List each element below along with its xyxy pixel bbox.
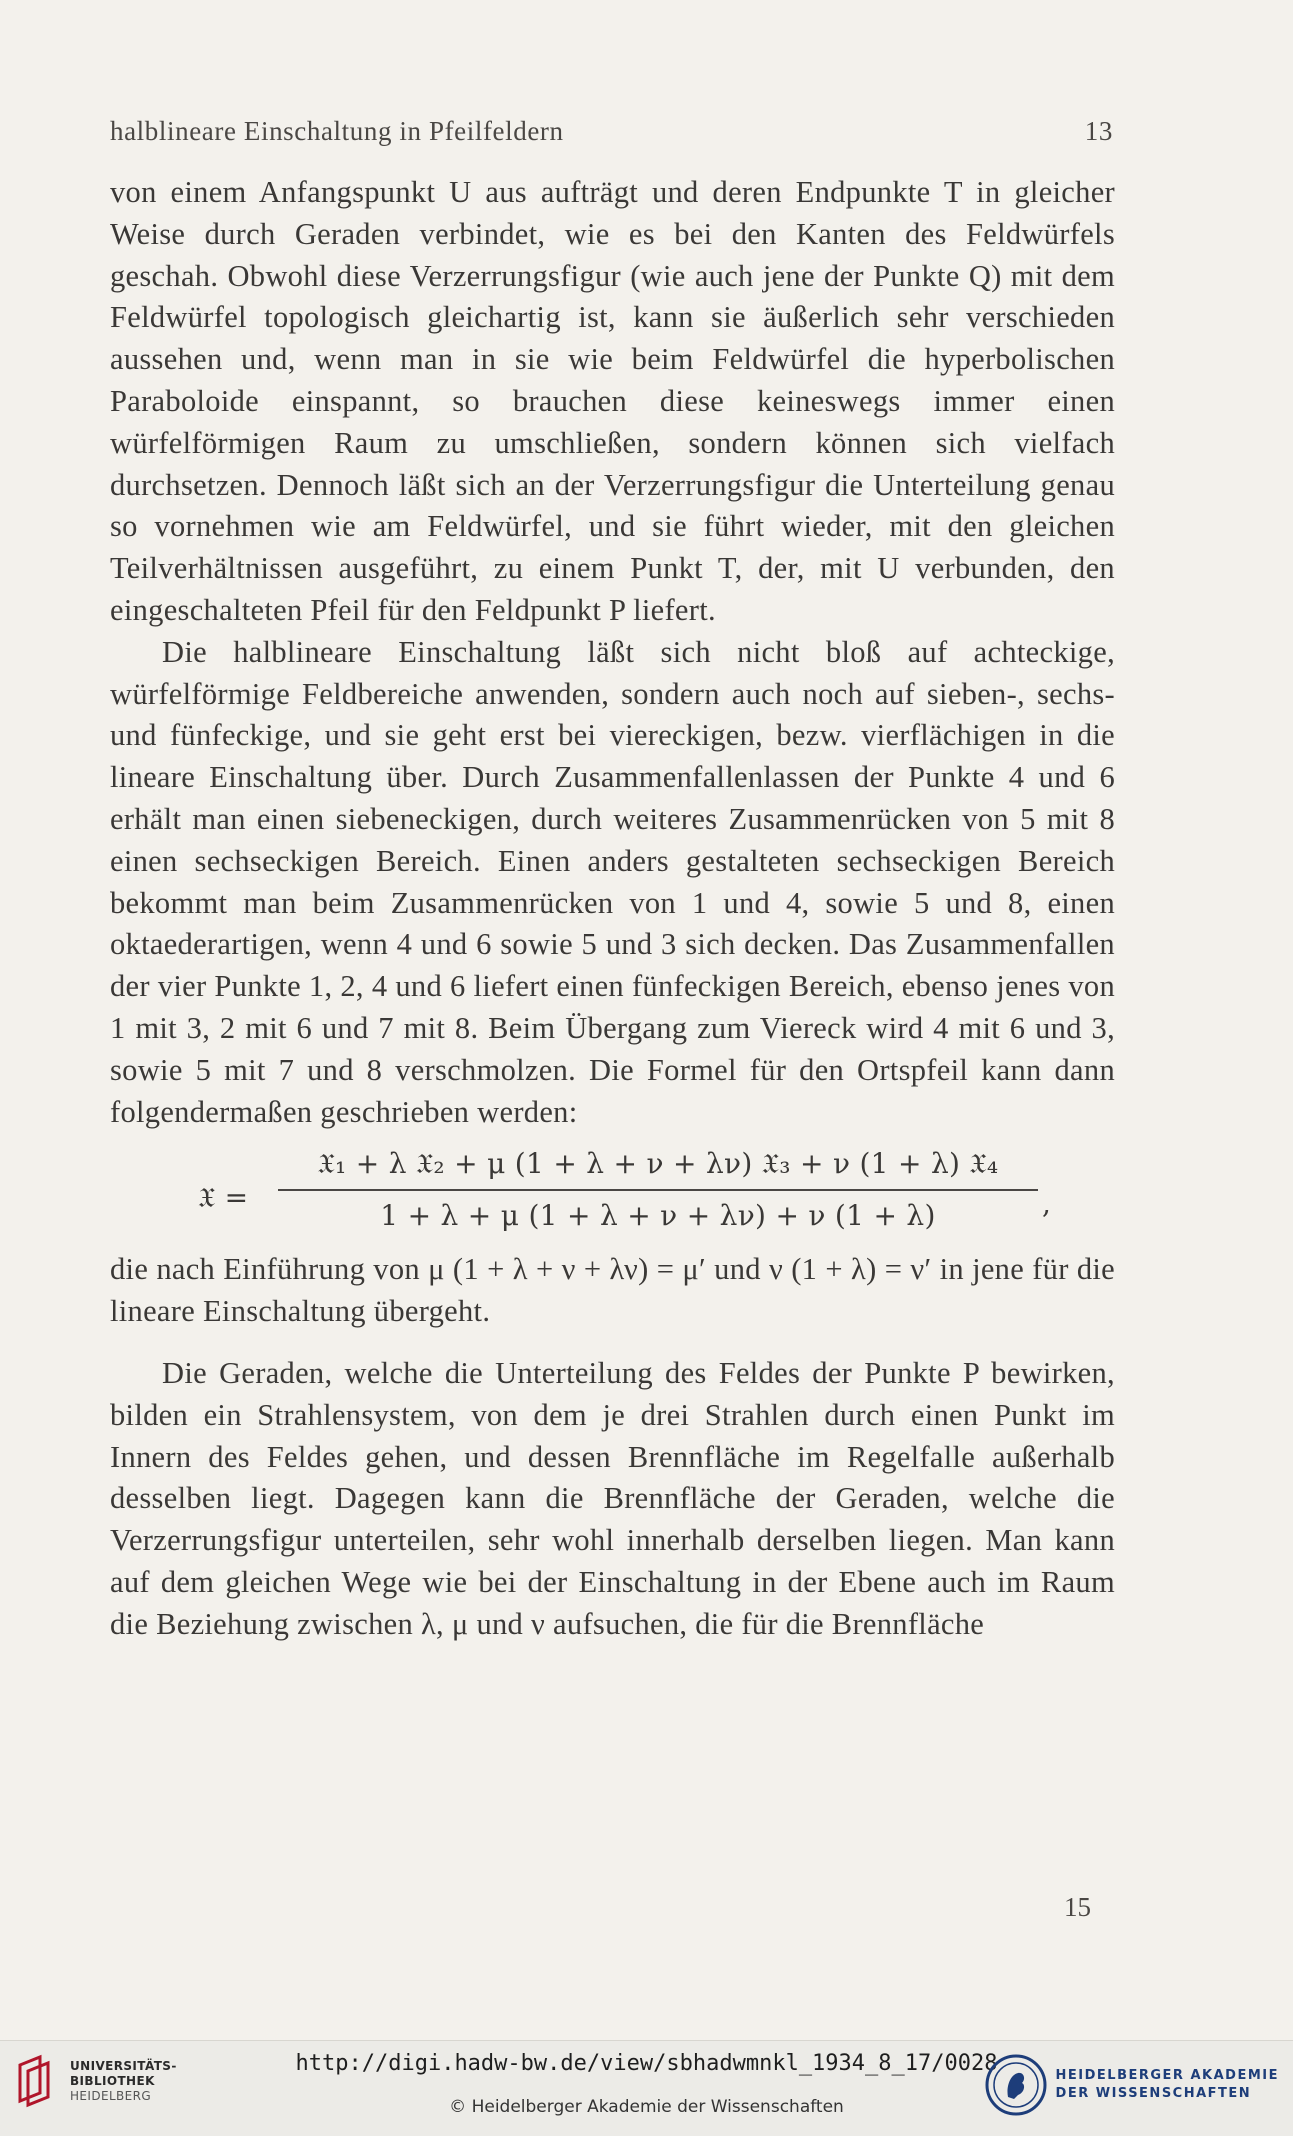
paragraph-2: Die halblineare Einschaltung läßt sich nicht bloß auf achteckige, würfelförmige Feldbereiche anwenden, sondern auch noch auf sieben-, sechs- und fünfeckige, und sie geht erst bei viereckigen, bezw. vierflächigen in die lineare Einschaltung über. Durch Zusammenfallenlassen der Punkte 4 und 6 erhält man einen siebeneckigen, durch weiteres Zusammenrücken von 5 mit 8 einen sechseckigen Bereich. Einen anders gestalteten sechseckigen Bereich bekommt man beim Zusammenrücken von 1 und 4, sowie 5 und 8, einen oktaederartigen, wenn 4 und 6 sowie 5 und 3 sich decken. Das Zusammenfallen der vier Punkte 1, 2, 4 und 6 liefert einen fünfeckigen Bereich, ebenso jenes von 1 mit 3, 2 mit 6 und 7 mit 8. Beim Übergang zum Viereck wird 4 mit 6 und 3, sowie 5 mit 7 und 8 verschmolzen. Die Formel für den Ortspfeil kann dann folgendermaßen geschrieben werden:	[110, 634, 1115, 1129]
paragraph-3: Die Geraden, welche die Unterteilung des Feldes der Punkte P bewirken, bilden ein Strahlensystem, von dem je drei Strahlen durch einen Punkt im Innern des Feldes gehen, und dessen Brennfläche im Regelfalle außerhalb desselben liegt. Dagegen kann die Brennfläche der Geraden, welche die Verzerrungsfigur unterteilen, sehr wohl innerhalb derselben liegen. Man kann auf dem gleichen Wege wie bei der Einschaltung in der Ebene auch im Raum die Beziehung zwischen λ, μ und ν aufsuchen, die für die Brennfläche	[110, 1355, 1115, 1641]
academy-name: HEIDELBERGER AKADEMIE DER WISSENSCHAFTEN	[1055, 2068, 1279, 2101]
formula-numerator: 𝔛₁ + λ 𝔛₂ + μ (1 + λ + ν + λν) 𝔛₃ + ν (1 + λ) 𝔛₄	[278, 1143, 1038, 1191]
document-url-link[interactable]: http://digi.hadw-bw.de/view/sbhadwmnkl_1934_8_17/0028	[295, 2051, 998, 2076]
formula-denominator: 1 + λ + μ (1 + λ + ν + λν) + ν (1 + λ)	[380, 1199, 936, 1233]
bottom-page-number: 15	[1064, 1892, 1091, 1922]
footer-bar	[0, 2040, 1293, 2136]
running-header	[110, 116, 1113, 147]
copyright-notice: © Heidelberger Akademie der Wissenschaften	[449, 2097, 844, 2117]
academy-logo[interactable]	[984, 2053, 1279, 2117]
body-text	[110, 172, 1115, 1646]
formula-lhs: 𝔛 =	[198, 1181, 249, 1215]
paragraph-1: von einem Anfangspunkt U aus aufträgt und deren Endpunkte T in gleicher Weise durch Geraden verbindet, wie es bei den Kanten des Feldwürfels geschah. Obwohl diese Verzerrungsfigur (wie auch jene der Punkte Q) mit dem Feldwürfel topologisch gleichartig ist, kann sie äußerlich sehr verschieden aussehen und, wenn man in sie wie beim Feldwürfel die hyperbolischen Paraboloide einspannt, so brauchen diese keineswegs immer einen würfelförmigen Raum zu umschließen, sondern können sich vielfach durchsetzen. Dennoch läßt sich an der Verzerrungsfigur die Unterteilung genau so vornehmen wie am Feldwürfel, und sie führt wieder, mit den gleichen Teilverhältnissen ausgeführt, zu einem Punkt T, der, mit U verbunden, den eingeschalteten Pfeil für den Feldpunkt P liefert.	[110, 175, 1115, 627]
paragraph-after-formula: die nach Einführung von μ (1 + λ + ν + λν) = μ′ und ν (1 + λ) = ν′ in jene für die lineare Einschaltung übergeht.	[110, 1252, 1115, 1329]
header-page-number: 13	[1084, 116, 1113, 146]
library-name: UNIVERSITÄTS- BIBLIOTHEK HEIDELBERG	[70, 2058, 177, 2103]
running-title: halblineare Einschaltung in Pfeilfeldern	[110, 116, 564, 146]
formula-fraction	[278, 1143, 1138, 1237]
academy-seal-icon	[984, 2053, 1048, 2117]
formula-trailing-comma: ,	[1042, 1187, 1052, 1221]
formula-ortspfeil	[110, 1143, 1115, 1243]
